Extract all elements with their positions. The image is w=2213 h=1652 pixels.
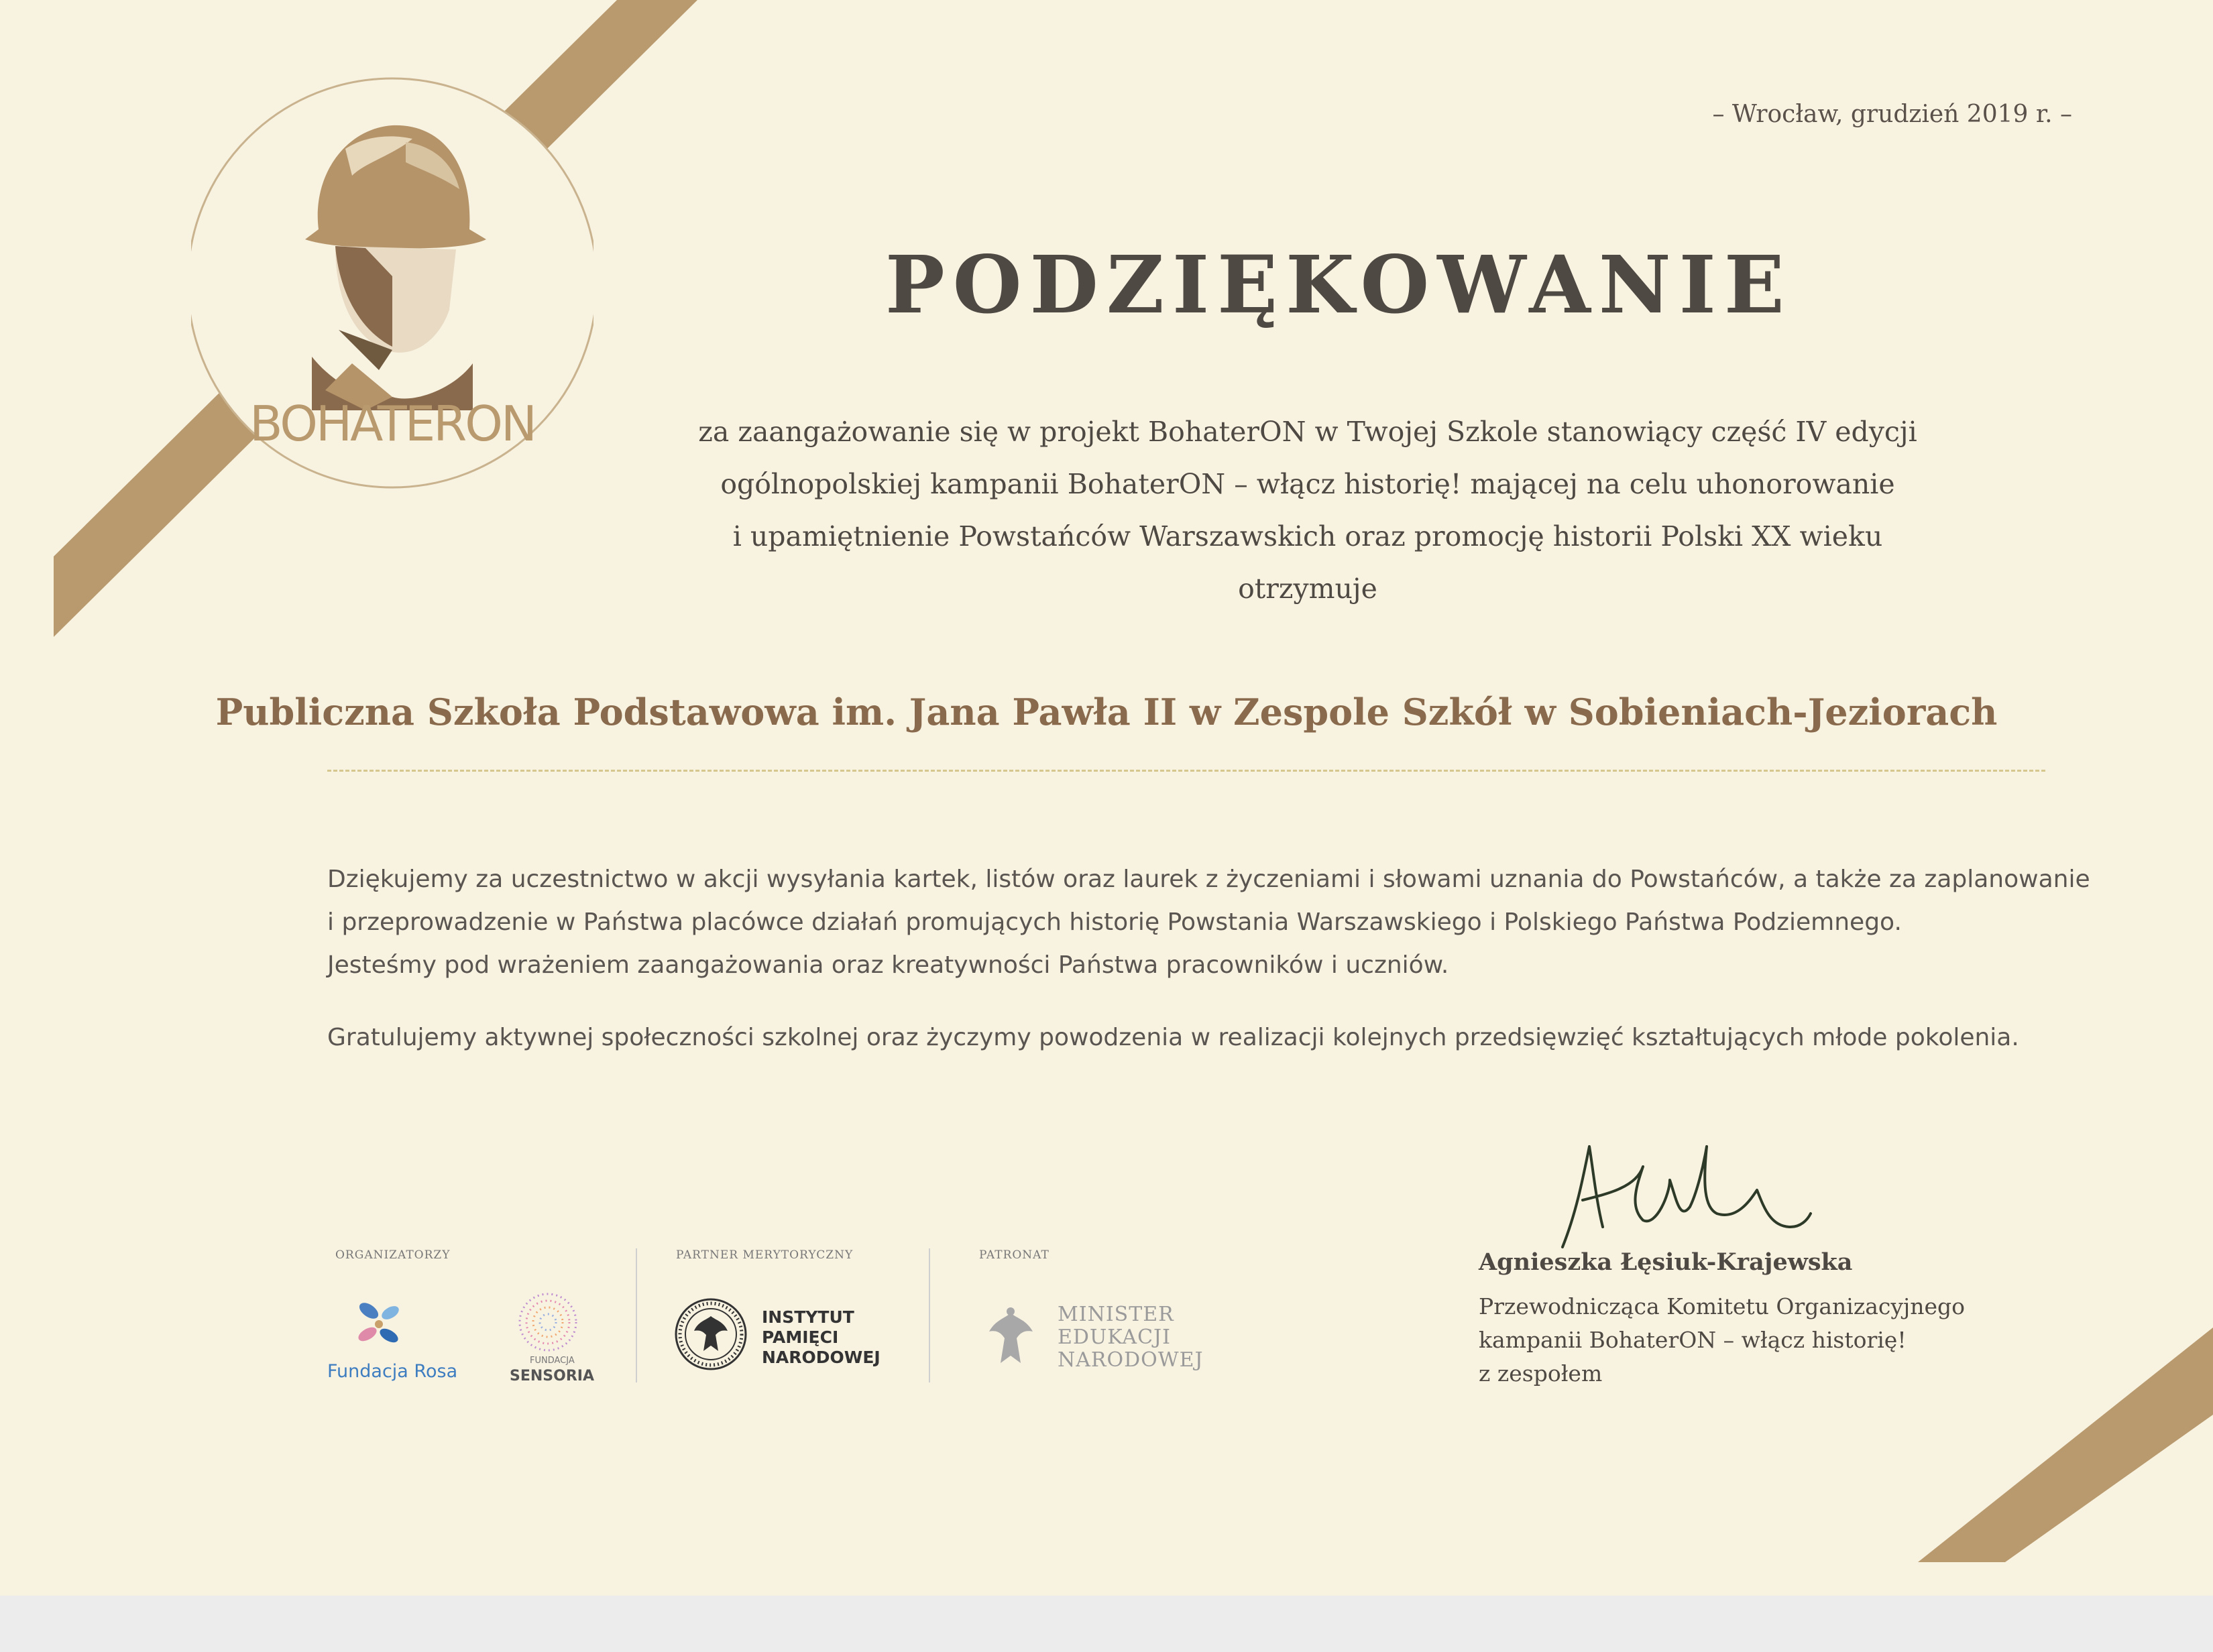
logo-ipn-text	[762, 1307, 881, 1368]
ipn-line: PAMIĘCI	[762, 1328, 839, 1347]
ipn-line: NARODOWEJ	[762, 1348, 881, 1367]
intro-text	[624, 406, 1992, 615]
role-line: z zespołem	[1479, 1360, 1603, 1386]
men-line: NARODOWEJ	[1058, 1348, 1204, 1372]
ipn-line: INSTYTUT	[762, 1307, 854, 1327]
closing-text: Gratulujemy aktywnej społeczności szkolnej oraz życzymy powodzenia w realizacji kolejnych przedsięwzięć kształtujących młode pokolenia.	[327, 1024, 2019, 1051]
logo-sensoria-text: SENSORIA	[510, 1368, 594, 1384]
handwritten-signature	[1536, 1126, 1817, 1260]
rosa-flower-icon	[349, 1294, 409, 1354]
ipn-eagle-seal-icon	[674, 1297, 748, 1371]
men-line: MINISTER	[1058, 1303, 1174, 1326]
signatory-role	[1479, 1290, 1965, 1391]
men-line: EDUKACJI	[1058, 1325, 1171, 1349]
recipient-divider	[327, 770, 2045, 772]
partner-caption: PARTNER MERYTORYCZNY	[676, 1248, 854, 1262]
body-line: Dziękujemy za uczestnictwo w akcji wysyłania kartek, listów oraz laurek z życzeniami i słowami uznania do Powstańców, a także za zaplanowanie	[327, 866, 2090, 893]
intro-line: otrzymuje	[1238, 573, 1377, 605]
scan-bottom-strip	[0, 1596, 2213, 1652]
organizers-caption: ORGANIZATORZY	[335, 1248, 451, 1262]
men-eagle-icon	[979, 1306, 1043, 1373]
bohateron-logo	[191, 75, 593, 491]
place-date: – Wrocław, grudzień 2019 r. –	[1712, 101, 2072, 128]
role-line: kampanii BohaterON – włącz historię!	[1479, 1327, 1907, 1353]
body-line: Jesteśmy pod wrażeniem zaangażowania oraz kreatywności Państwa pracowników i uczniów.	[327, 951, 1449, 979]
recipient-name: Publiczna Szkoła Podstawowa im. Jana Pawła II w Zespole Szkół w Sobieniach-Jeziorach	[215, 691, 1998, 733]
patron-caption: PATRONAT	[979, 1248, 1049, 1262]
logo-rosa-text: Fundacja Rosa	[327, 1361, 458, 1382]
role-line: Przewodnicząca Komitetu Organizacyjnego	[1479, 1293, 1966, 1319]
intro-line: ogólnopolskiej kampanii BohaterON – włącz historię! mającej na celu uhonorowanie	[720, 468, 1895, 500]
footer-divider	[929, 1248, 930, 1382]
intro-line: za zaangażowanie się w projekt BohaterON w Twojej Szkole stanowiący część IV edycji	[698, 416, 1917, 448]
page-title: PODZIĘKOWANIE	[885, 238, 1793, 331]
body-line: i przeprowadzenie w Państwa placówce działań promujących historię Powstania Warszawskiego i Polskiego Państwa Podziemnego.	[327, 908, 1902, 936]
logo-men-text	[1058, 1303, 1204, 1372]
footer-divider	[636, 1248, 637, 1382]
logo-sensoria-small: FUNDACJA	[530, 1356, 575, 1366]
intro-line: i upamiętnienie Powstańców Warszawskich oraz promocję historii Polski XX wieku	[732, 520, 1883, 552]
body-text	[327, 858, 2098, 987]
sensoria-dots-icon	[516, 1291, 580, 1354]
brand-logo-text: BOHATERON	[249, 396, 535, 452]
signatory-name: Agnieszka Łęsiuk-Krajewska	[1479, 1248, 1853, 1276]
